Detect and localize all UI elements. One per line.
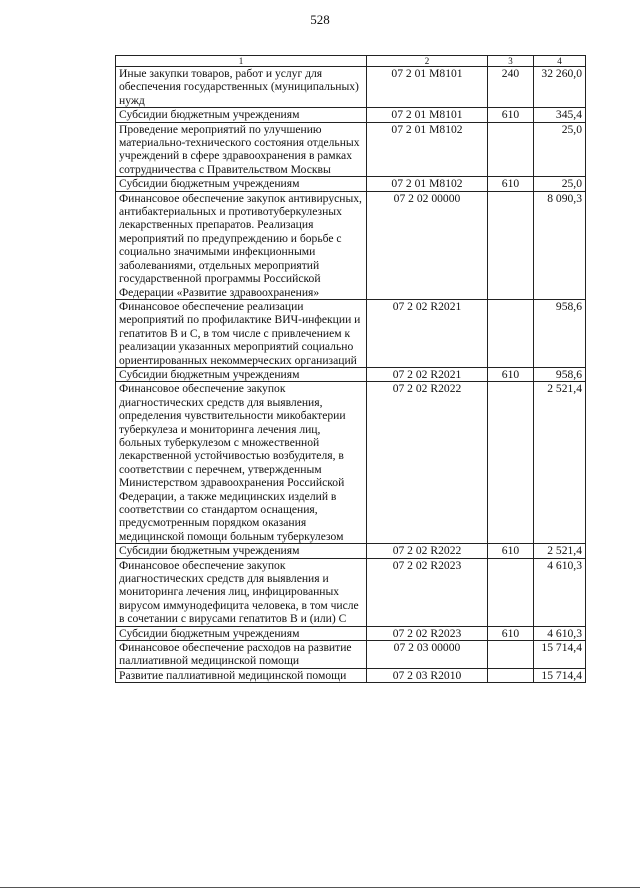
row-name-cell: Субсидии бюджетным учреждениям (116, 177, 367, 191)
row-vr-cell: 610 (488, 177, 534, 191)
table-row (116, 668, 586, 682)
row-code-cell: 07 2 02 R2023 (367, 558, 488, 626)
row-name-cell: Проведение мероприятий по улучшению материально-технического состояния отдельных учреждений в сфере здравоохранения в рамках сотрудничества с Правительством Москвы (116, 122, 367, 177)
table-row (116, 177, 586, 191)
row-vr-cell: 610 (488, 367, 534, 381)
row-code-cell: 07 2 01 М8102 (367, 122, 488, 177)
row-amount-cell: 4 610,3 (534, 558, 586, 626)
row-vr-cell (488, 641, 534, 669)
row-amount-cell: 4 610,3 (534, 626, 586, 640)
row-name-cell: Субсидии бюджетным учреждениям (116, 544, 367, 558)
row-amount-cell: 32 260,0 (534, 67, 586, 108)
column-header-vr: 3 (488, 56, 534, 67)
row-amount-cell: 25,0 (534, 177, 586, 191)
table-row (116, 299, 586, 367)
budget-table (115, 55, 586, 683)
row-amount-cell: 25,0 (534, 122, 586, 177)
row-vr-cell (488, 191, 534, 299)
row-name-cell: Финансовое обеспечение закупок диагностических средств для выявления и мониторинга лечения лиц, инфицированных вирусом иммунодефицита человека, в том числе в сочетании с вирусами гепатитов В и (или) С (116, 558, 367, 626)
row-name-cell: Финансовое обеспечение закупок антивирусных, антибактериальных и противотуберкулезных лекарственных препаратов. Реализация мероприятий по предупреждению и борьбе с социально значимыми инфекционными заболеваниями, отдельных мероприятий государственной программы Российской Федерации «Развитие здравоохранения» (116, 191, 367, 299)
table-row (116, 544, 586, 558)
row-vr-cell (488, 558, 534, 626)
row-code-cell: 07 2 01 М8101 (367, 67, 488, 108)
row-vr-cell: 610 (488, 544, 534, 558)
row-vr-cell: 610 (488, 626, 534, 640)
row-amount-cell: 15 714,4 (534, 668, 586, 682)
row-name-cell: Субсидии бюджетным учреждениям (116, 367, 367, 381)
row-amount-cell: 8 090,3 (534, 191, 586, 299)
budget-table-container (115, 55, 585, 683)
row-code-cell: 07 2 03 00000 (367, 641, 488, 669)
row-name-cell: Субсидии бюджетным учреждениям (116, 108, 367, 122)
row-vr-cell (488, 668, 534, 682)
row-code-cell: 07 2 02 R2022 (367, 382, 488, 544)
row-code-cell: 07 2 01 М8102 (367, 177, 488, 191)
row-code-cell: 07 2 01 М8101 (367, 108, 488, 122)
table-row (116, 626, 586, 640)
table-body (116, 67, 586, 683)
row-vr-cell: 610 (488, 108, 534, 122)
table-row (116, 367, 586, 381)
row-name-cell: Финансовое обеспечение реализации мероприятий по профилактике ВИЧ-инфекции и гепатитов В и С, в том числе с привлечением к реализации указанных мероприятий социально ориентированных некоммерческих организаций (116, 299, 367, 367)
row-code-cell: 07 2 02 R2021 (367, 299, 488, 367)
scan-bottom-edge (0, 887, 640, 888)
row-amount-cell: 345,4 (534, 108, 586, 122)
table-row (116, 191, 586, 299)
row-name-cell: Финансовое обеспечение расходов на развитие паллиативной медицинской помощи (116, 641, 367, 669)
row-vr-cell (488, 299, 534, 367)
column-header-amount: 4 (534, 56, 586, 67)
row-code-cell: 07 2 03 R2010 (367, 668, 488, 682)
row-name-cell: Развитие паллиативной медицинской помощи (116, 668, 367, 682)
column-header-name: 1 (116, 56, 367, 67)
row-amount-cell: 958,6 (534, 299, 586, 367)
row-code-cell: 07 2 02 R2022 (367, 544, 488, 558)
row-amount-cell: 958,6 (534, 367, 586, 381)
table-row (116, 67, 586, 108)
row-amount-cell: 15 714,4 (534, 641, 586, 669)
table-row (116, 382, 586, 544)
table-row (116, 122, 586, 177)
table-header-row (116, 56, 586, 67)
row-code-cell: 07 2 02 R2023 (367, 626, 488, 640)
table-row (116, 558, 586, 626)
row-amount-cell: 2 521,4 (534, 544, 586, 558)
row-amount-cell: 2 521,4 (534, 382, 586, 544)
row-vr-cell (488, 382, 534, 544)
column-header-code: 2 (367, 56, 488, 67)
row-name-cell: Иные закупки товаров, работ и услуг для обеспечения государственных (муниципальных) нужд (116, 67, 367, 108)
row-vr-cell (488, 122, 534, 177)
row-name-cell: Субсидии бюджетным учреждениям (116, 626, 367, 640)
row-vr-cell: 240 (488, 67, 534, 108)
table-row (116, 641, 586, 669)
row-name-cell: Финансовое обеспечение закупок диагностических средств для выявления, определения чувствительности микобактерии туберкулеза и мониторинга лечения лиц, больных туберкулезом с множественной лекарственной устойчивостью возбудителя, в соответствии с перечнем, утвержденным Министерством здравоохранения Российской Федерации, а также медицинских изделий в соответствии со стандартом оснащения, предусмотренным порядком оказания медицинской помощи больным туберкулезом (116, 382, 367, 544)
row-code-cell: 07 2 02 R2021 (367, 367, 488, 381)
table-row (116, 108, 586, 122)
row-code-cell: 07 2 02 00000 (367, 191, 488, 299)
page-number: 528 (310, 12, 330, 27)
